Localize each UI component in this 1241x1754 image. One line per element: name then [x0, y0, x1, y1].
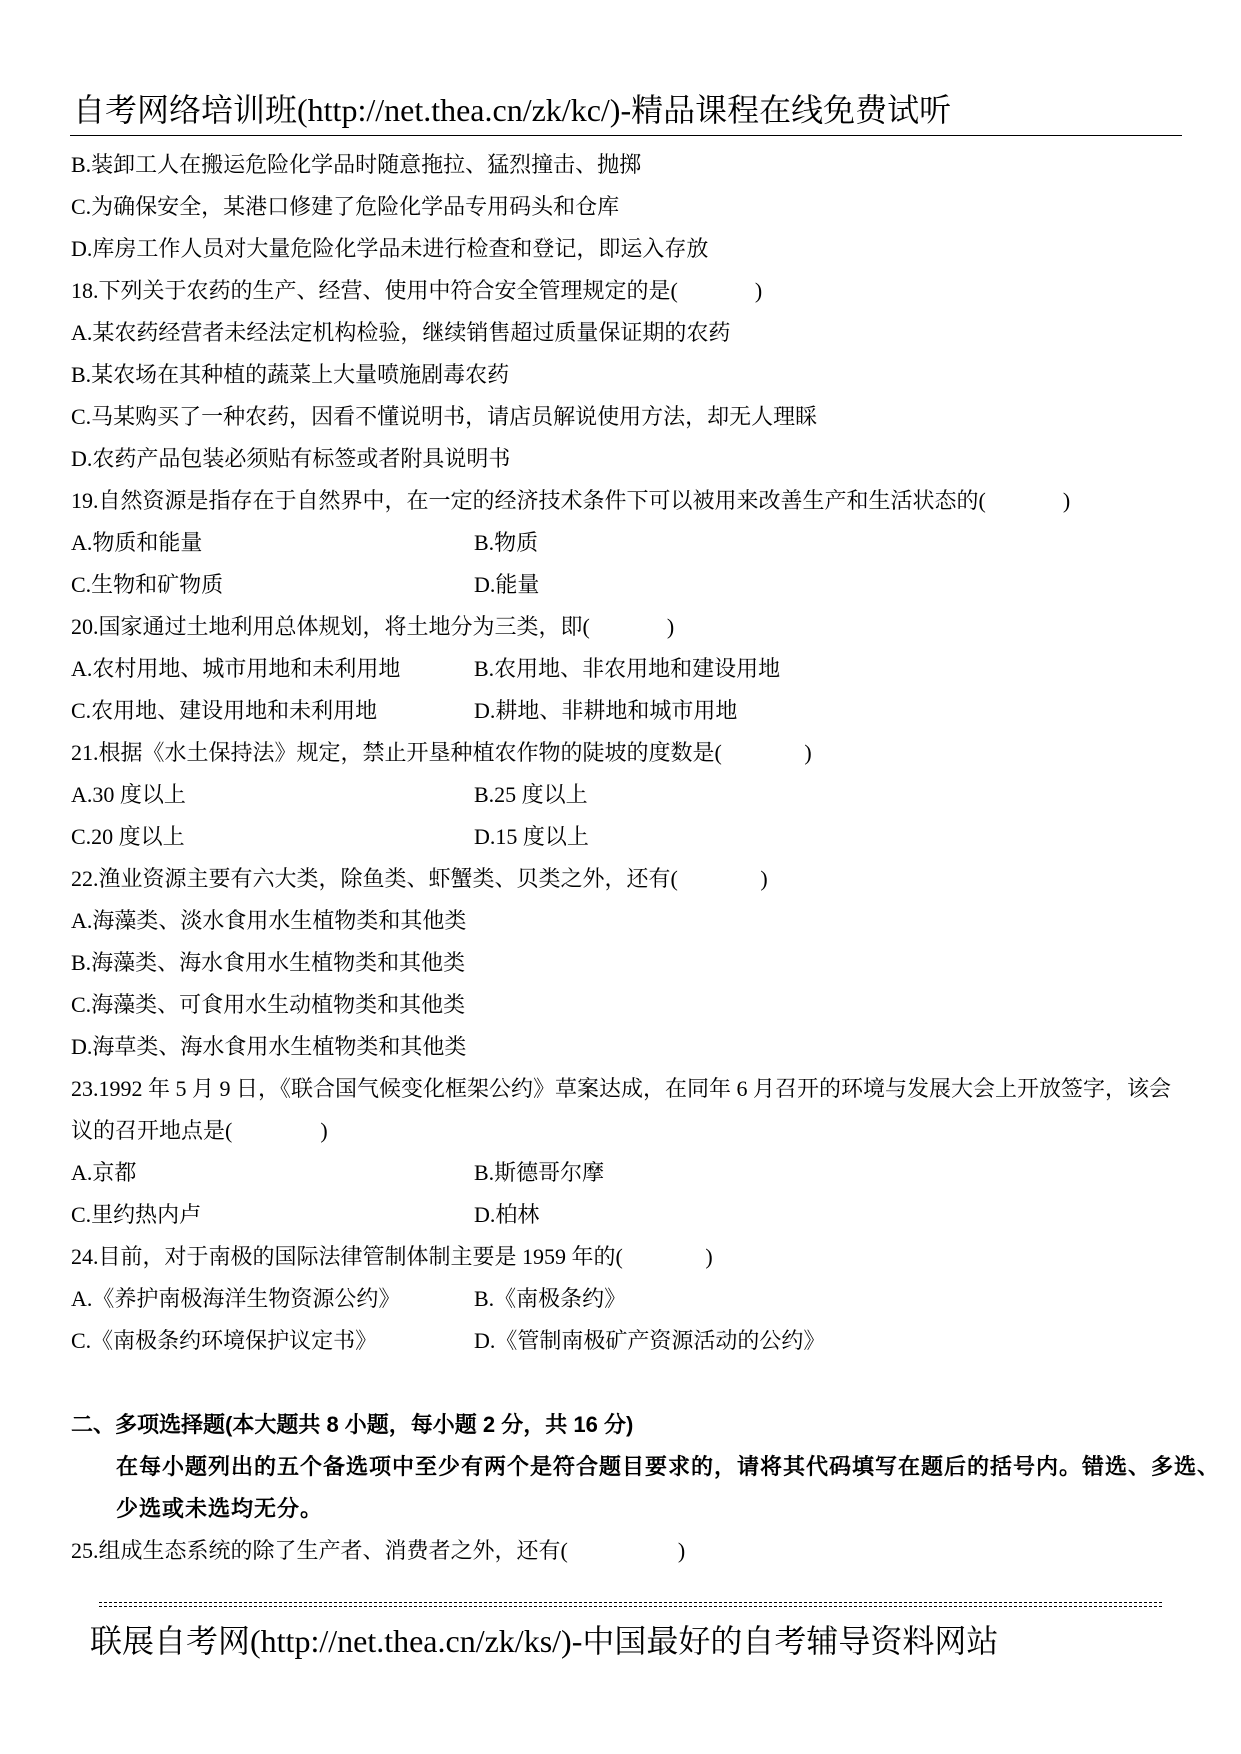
q21-option-b: B.25 度以上: [474, 782, 588, 807]
q19-options-row-1: [71, 522, 1201, 564]
q20-option-c: C.农用地、建设用地和未利用地: [71, 698, 378, 723]
q23-option-b: B.斯德哥尔摩: [474, 1160, 605, 1185]
q19-option-b: B.物质: [474, 530, 539, 555]
q19-options-row-2: [71, 564, 1201, 606]
q21-option-c: C.20 度以上: [71, 824, 185, 849]
q24-option-d: D.《管制南极矿产资源活动的公约》: [474, 1328, 826, 1353]
section2-instruction-line-1: 在每小题列出的五个备选项中至少有两个是符合题目要求的，请将其代码填写在题后的括号内。错选、多选、: [116, 1454, 1221, 1479]
q21-stem: 21.根据《水土保持法》规定，禁止开垦种植农作物的陡坡的度数是( ): [71, 740, 812, 765]
q18-option-b: B.某农场在其种植的蔬菜上大量喷施剧毒农药: [71, 362, 510, 387]
header-divider: [70, 135, 1182, 136]
q24-options-row-2: [71, 1320, 1201, 1362]
page-footer-text: 联展自考网(http://net.thea.cn/zk/ks/)-中国最好的自考辅导资料网站: [90, 1623, 999, 1659]
q20-stem: 20.国家通过土地利用总体规划，将土地分为三类，即( ): [71, 614, 675, 639]
q20-option-b: B.农用地、非农用地和建设用地: [474, 656, 781, 681]
footer-divider: [99, 1602, 1162, 1607]
q21-option-d: D.15 度以上: [474, 824, 589, 849]
q18-stem: 18.下列关于农药的生产、经营、使用中符合安全管理规定的是( ): [71, 278, 763, 303]
q19-stem: 19.自然资源是指存在于自然界中，在一定的经济技术条件下可以被用来改善生产和生活状态的( ): [71, 488, 1071, 513]
q18-option-d: D.农药产品包装必须贴有标签或者附具说明书: [71, 446, 511, 471]
q20-option-d: D.耕地、非耕地和城市用地: [474, 698, 738, 723]
q19-option-c: C.生物和矿物质: [71, 572, 224, 597]
q20-option-a: A.农村用地、城市用地和未利用地: [71, 656, 401, 681]
q25-stem: 25.组成生态系统的除了生产者、消费者之外，还有( ): [71, 1538, 686, 1563]
section-spacer: [71, 1362, 1201, 1404]
q23-stem-line-2: 议的召开地点是( ): [71, 1118, 328, 1143]
section2-instruction-line-2: 少选或未选均无分。: [116, 1496, 324, 1521]
q23-stem-line-1: 23.1992 年 5 月 9 日，《联合国气候变化框架公约》草案达成，在同年 6 月召开的环境与发展大会上开放签字，该会: [71, 1076, 1172, 1101]
q24-option-c: C.《南极条约环境保护议定书》: [71, 1328, 378, 1353]
q21-option-a: A.30 度以上: [71, 782, 186, 807]
q22-option-d: D.海草类、海水食用水生植物类和其他类: [71, 1034, 467, 1059]
q24-stem: 24.目前，对于南极的国际法律管制体制主要是 1959 年的( ): [71, 1244, 713, 1269]
q23-option-a: A.京都: [71, 1160, 137, 1185]
q19-option-a: A.物质和能量: [71, 530, 203, 555]
q23-options-row-1: [71, 1152, 1201, 1194]
page-header-title: 自考网络培训班(http://net.thea.cn/zk/kc/)-精品课程在线免费试听: [73, 92, 952, 128]
q21-options-row-2: [71, 816, 1201, 858]
q24-options-row-1: [71, 1278, 1201, 1320]
q24-option-b: B.《南极条约》: [474, 1286, 627, 1311]
q19-option-d: D.能量: [474, 572, 540, 597]
q18-option-c: C.马某购买了一种农药，因看不懂说明书，请店员解说使用方法，却无人理睬: [71, 404, 818, 429]
q23-option-d: D.柏林: [474, 1202, 540, 1227]
exam-content: [71, 144, 1221, 1572]
q18-option-a: A.某农药经营者未经法定机构检验，继续销售超过质量保证期的农药: [71, 320, 731, 345]
q22-stem: 22.渔业资源主要有六大类，除鱼类、虾蟹类、贝类之外，还有( ): [71, 866, 768, 891]
q24-option-a: A.《养护南极海洋生物资源公约》: [71, 1286, 401, 1311]
q17-option-d: D.库房工作人员对大量危险化学品未进行检查和登记，即运入存放: [71, 236, 709, 261]
q22-option-b: B.海藻类、海水食用水生植物类和其他类: [71, 950, 466, 975]
q23-options-row-2: [71, 1194, 1201, 1236]
q17-option-b: B.装卸工人在搬运危险化学品时随意拖拉、猛烈撞击、抛掷: [71, 152, 642, 177]
q21-options-row-1: [71, 774, 1201, 816]
section2-heading: 二、多项选择题(本大题共 8 小题，每小题 2 分，共 16 分): [71, 1412, 634, 1437]
q20-options-row-2: [71, 690, 1201, 732]
q22-option-c: C.海藻类、可食用水生动植物类和其他类: [71, 992, 466, 1017]
q23-option-c: C.里约热内卢: [71, 1202, 202, 1227]
q20-options-row-1: [71, 648, 1201, 690]
q17-option-c: C.为确保安全，某港口修建了危险化学品专用码头和仓库: [71, 194, 620, 219]
q22-option-a: A.海藻类、淡水食用水生植物类和其他类: [71, 908, 467, 933]
